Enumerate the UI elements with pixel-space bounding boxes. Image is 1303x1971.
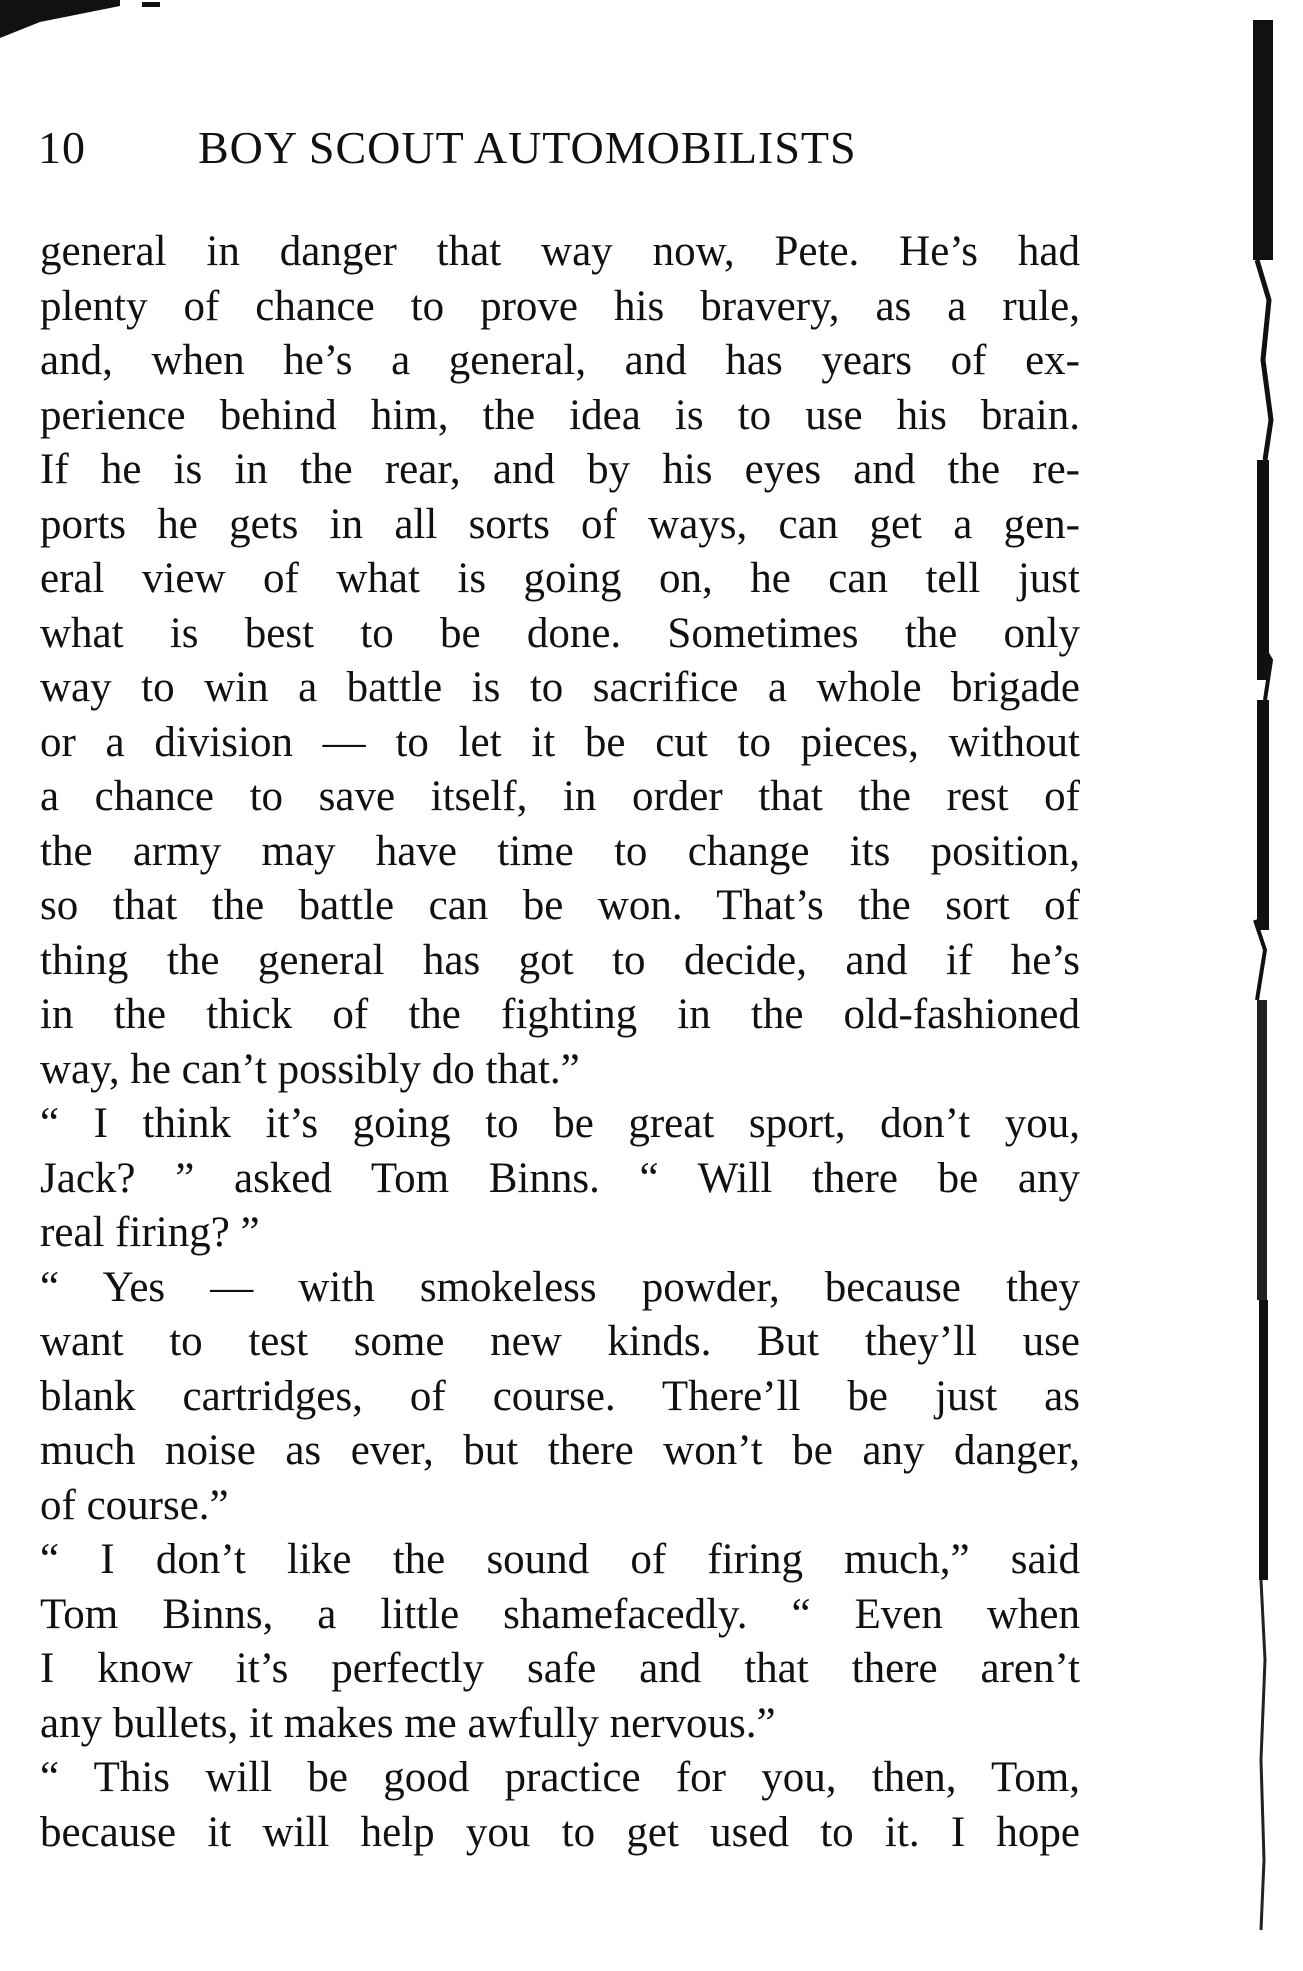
text-line: in the thick of the fighting in the old-fashioned [40, 991, 1080, 1038]
text-line: “ I think it’s going to be great sport, don’t you, [40, 1100, 1080, 1147]
text-line: perience behind him, the idea is to use his brain. [40, 391, 1080, 439]
text-line: I know it’s perfectly safe and that there aren’t [40, 1645, 1080, 1692]
text-line: of course.” [40, 1481, 229, 1529]
running-title: BOY SCOUT AUTOMOBILISTS [198, 122, 857, 173]
text-line: way to win a battle is to sacrifice a whole brigade [40, 664, 1080, 711]
body-text [40, 225, 1080, 1860]
text-line: any bullets, it makes me awfully nervous.” [40, 1699, 776, 1747]
text-line: because it will help you to get used to it. I hope [40, 1808, 1080, 1856]
printer-mark-icon [0, 0, 170, 50]
text-line: real firing? ” [40, 1209, 260, 1256]
text-line: Jack? ” asked Tom Binns. “ Will there be any [40, 1154, 1080, 1202]
text-line: a chance to save itself, in order that the rest of [40, 773, 1080, 820]
text-line: general in danger that way now, Pete. He’s had [40, 228, 1080, 275]
text-line: Tom Binns, a little shamefacedly. “ Even when [40, 1590, 1080, 1638]
text-line: much noise as ever, but there won’t be any danger, [40, 1427, 1080, 1474]
text-line: so that the battle can be won. That’s the sort of [40, 882, 1080, 929]
text-line: and, when he’s a general, and has years of ex- [40, 337, 1080, 384]
page-header [38, 120, 938, 176]
text-line: ports he gets in all sorts of ways, can get a gen- [40, 500, 1080, 548]
text-line: If he is in the rear, and by his eyes and the re- [40, 446, 1080, 493]
text-line: what is best to be done. Sometimes the only [40, 609, 1080, 657]
text-line: want to test some new kinds. But they’ll use [40, 1318, 1080, 1365]
text-line: eral view of what is going on, he can tell just [40, 555, 1080, 602]
binding-edge-shadow [1243, 0, 1303, 1971]
text-line: thing the general has got to decide, and if he’s [40, 936, 1080, 984]
text-line: plenty of chance to prove his bravery, as a rule, [40, 282, 1080, 330]
page-number: 10 [38, 122, 86, 173]
text-line: the army may have time to change its position, [40, 827, 1080, 875]
text-line: blank cartridges, of course. There’ll be just as [40, 1372, 1080, 1420]
text-line: way, he can’t possibly do that.” [40, 1045, 580, 1093]
text-line: “ This will be good practice for you, then, Tom, [40, 1754, 1080, 1801]
text-line: or a division — to let it be cut to pieces, without [40, 718, 1080, 766]
text-line: “ Yes — with smokeless powder, because they [40, 1263, 1080, 1311]
text-line: “ I don’t like the sound of firing much,” said [40, 1536, 1080, 1583]
